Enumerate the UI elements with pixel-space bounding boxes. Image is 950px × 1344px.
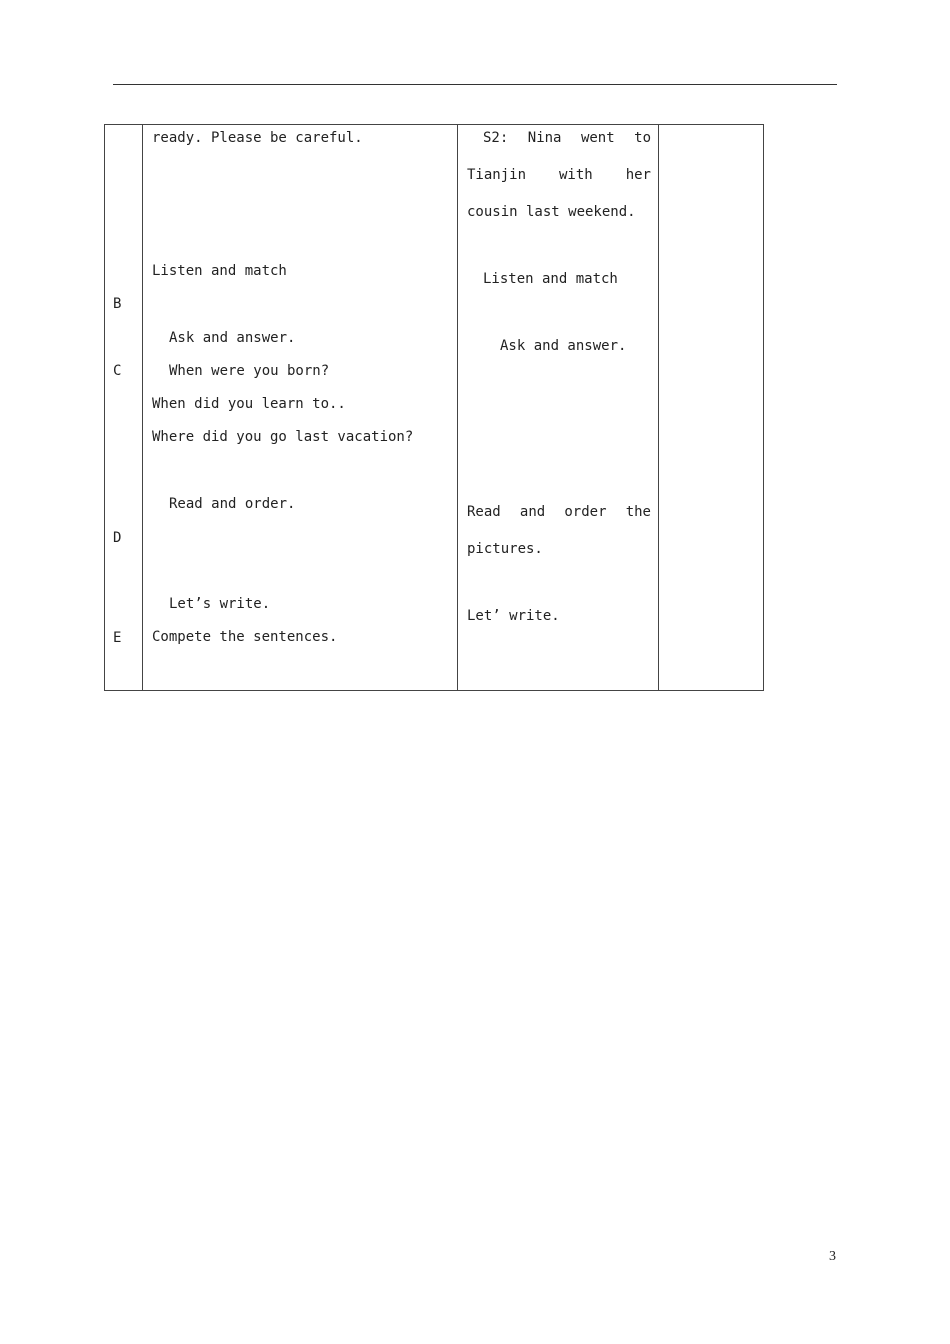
lesson-table [104, 124, 764, 691]
student-word: went [580, 130, 615, 146]
student-text: Let’ write. [467, 608, 560, 624]
student-word: Nina [527, 130, 562, 146]
student-text: cousin last weekend. [467, 204, 636, 220]
teacher-text: Read and order. [169, 496, 296, 512]
teacher-text: When were you born? [169, 363, 330, 379]
student-word: with [559, 167, 593, 183]
teacher-text: Ask and answer. [169, 330, 296, 346]
column-divider [658, 125, 659, 690]
page-number: 3 [829, 1249, 836, 1264]
step-label: C [113, 363, 122, 379]
student-word: the [625, 504, 651, 520]
step-label: D [113, 530, 122, 546]
step-label: B [113, 296, 122, 312]
student-word: order [564, 504, 607, 520]
student-word: Read [467, 504, 501, 520]
student-word: to [634, 130, 651, 146]
teacher-text: When did you learn to.. [152, 396, 346, 412]
teacher-text: Listen and match [152, 263, 287, 279]
header-rule [113, 84, 837, 85]
student-text: Listen and match [483, 271, 618, 287]
column-divider [457, 125, 458, 690]
student-justified-line [467, 166, 651, 184]
teacher-text: Compete the sentences. [152, 629, 338, 645]
teacher-text: Let’s write. [169, 596, 271, 612]
student-word: her [625, 167, 651, 183]
student-word: Tianjin [467, 167, 527, 183]
student-justified-line [483, 129, 651, 147]
student-word: and [519, 504, 546, 520]
teacher-text: Where did you go last vacation? [152, 429, 414, 445]
teacher-text: ready. Please be careful. [152, 130, 363, 146]
student-text: Ask and answer. [500, 338, 627, 354]
step-label: E [113, 630, 122, 646]
column-divider [142, 125, 143, 690]
student-text: pictures. [467, 541, 543, 557]
student-word: S2: [483, 130, 509, 146]
student-justified-line [467, 503, 651, 521]
